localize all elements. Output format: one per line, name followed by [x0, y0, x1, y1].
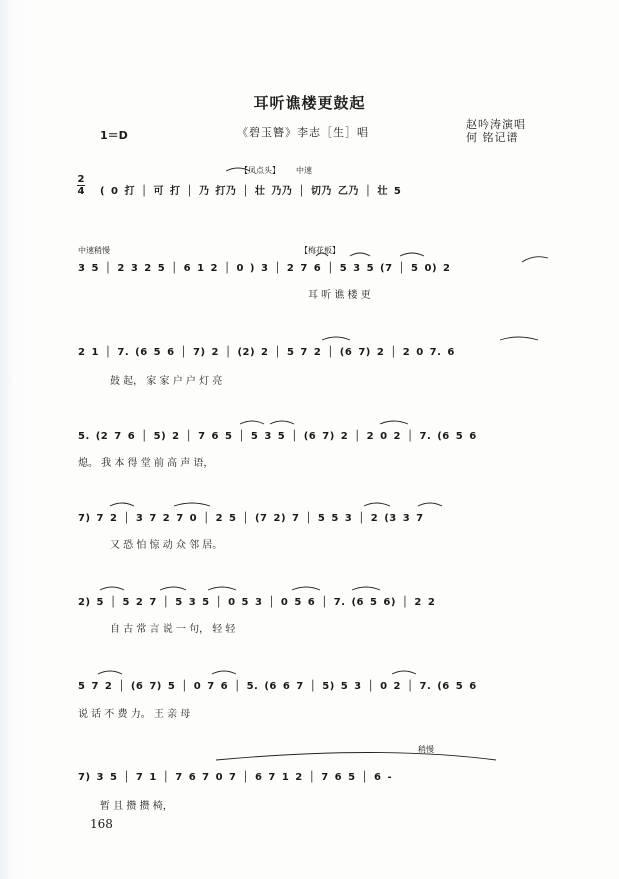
slur-mark — [98, 671, 122, 674]
label-meihuaban: 【梅花板】 — [300, 246, 340, 255]
label-tempo-slightly-slow: 中速稍慢 — [78, 246, 110, 255]
slur-mark — [522, 257, 548, 262]
time-sig-bottom: 4 — [77, 186, 85, 197]
notes-line-2: 3 5 │ 2 3 2 5 │ 6 1 2 │ 0 ) 3 │ 2 7 6 │ 5 3 5 (7 │ 5 0) 2 — [78, 263, 451, 274]
slur-mark — [350, 253, 370, 256]
slur-mark — [270, 421, 294, 424]
song-title: 耳听谯楼更鼓起 — [253, 94, 366, 112]
slur-mark — [364, 503, 390, 506]
slur-mark — [174, 503, 210, 506]
slur-mark — [322, 337, 350, 340]
notes-line-8: 7) 3 5 │ 7 1 │ 7 6 7 0 7 │ 6 7 1 2 │ 7 6 5 │ 6 - — [78, 772, 393, 783]
label-slightly-slow: 稍慢 — [418, 745, 434, 754]
lyrics-line-2: 耳 听 谯 楼 更 — [308, 290, 371, 301]
label-tempo-moderate: 中速 — [296, 166, 312, 175]
notes-line-4: 5. (2 7 6 │ 5) 2 │ 7 6 5 │ 5 3 5 │ (6 7) 2 │ 2 0 2 │ 7. (6 5 6 — [78, 431, 477, 442]
notes-line-1: ( 0 打 │ 可 打 │ 乃 打乃 │ 壮 乃乃 │ 切乃 乙乃 │ 壮 5 — [100, 186, 402, 197]
slur-mark — [418, 503, 442, 506]
lyrics-line-3: 鼓 起， 家 家 户 户 灯 亮 — [110, 376, 223, 387]
slur-mark — [400, 253, 424, 256]
lyrics-line-4: 熄。 我 本 得 堂 前 高 声 语， — [78, 458, 214, 469]
transcriber-credit: 何 铭记谱 — [466, 131, 519, 144]
lyrics-line-7: 说 话 不 费 力。 王 亲 母 — [78, 709, 191, 720]
opera-source: 《碧玉簪》李志［生］唱 — [237, 126, 369, 139]
notes-line-3: 2 1 │ 7. (6 5 6 │ 7) 2 │ (2) 2 │ 5 7 2 │ (6 7) 2 │ 2 0 7. 6 — [78, 347, 455, 358]
long-slur-mark — [216, 753, 496, 761]
notes-line-5: 7) 7 2 │ 3 7 2 7 0 │ 2 5 │ (7 2) 7 │ 5 5 3 │ 2 (3 3 7 — [78, 513, 424, 524]
slur-mark — [160, 587, 186, 590]
slur-mark — [500, 337, 538, 340]
performer-credit: 赵吟涛演唱 — [466, 118, 526, 131]
key-signature: 1＝D — [100, 129, 128, 142]
label-fengdiantou: 【凤点头】 — [240, 166, 280, 175]
slur-mark — [240, 421, 264, 424]
slur-mark — [316, 253, 328, 256]
lyrics-line-5: 又 恐 怕 惊 动 众 邻 居。 — [110, 540, 223, 551]
bracket-slur — [226, 168, 250, 171]
time-sig-top: 2 — [77, 174, 85, 185]
lyrics-line-8: 暂 且 攒 攒 椅， — [100, 801, 173, 812]
slur-mark — [110, 503, 134, 506]
notes-line-6: 2) 5 │ 5 2 7 │ 5 3 5 │ 0 5 3 │ 0 5 6 │ 7. (6 5 6) │ 2 2 — [78, 597, 436, 608]
slur-mark — [212, 671, 236, 674]
slur-mark — [392, 671, 416, 674]
lyrics-line-6: 自 古 常 言 说 一 句， 轻 轻 — [110, 624, 236, 635]
slur-mark — [100, 587, 124, 590]
slur-mark — [352, 587, 380, 590]
slur-mark — [380, 421, 408, 424]
notes-line-7: 5 7 2 │ (6 7) 5 │ 0 7 6 │ 5. (6 6 7 │ 5) 5 3 │ 0 2 │ 7. (6 5 6 — [78, 681, 477, 692]
page-number: 168 — [90, 817, 113, 831]
slur-mark — [208, 587, 236, 590]
slur-mark — [292, 587, 320, 590]
